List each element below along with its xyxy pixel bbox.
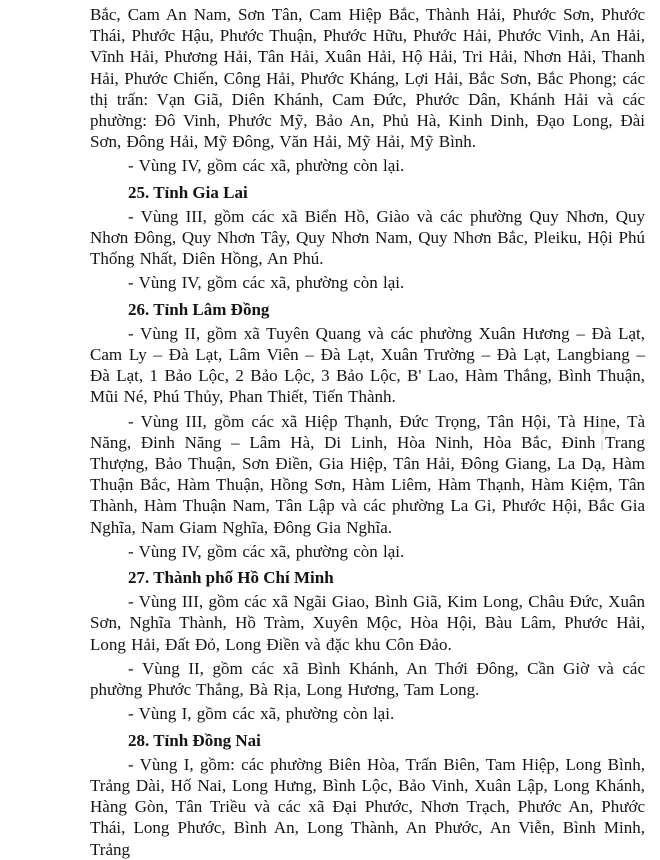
heading-27-thanh-pho-ho-chi-minh: 27. Thành phố Hồ Chí Minh [128, 568, 334, 588]
paragraph-vung-i-dong-nai: - Vùng I, gồm: các phường Biên Hòa, Trấn Biên, Tam Hiệp, Long Bình, Trảng Dài, Hố Nai, Long Hưng, Bình Lộc, Bảo Vinh, Xuân Lập, Long Khánh, Hàng Gòn, Tân Triều và các xã Đại Phước, Nhơn Trạch, Phước An, Phước Thái, Long Phước, Bình An, Long Thành, An Phước, An Viễn, Bình Minh, Trảng [90, 754, 645, 859]
paragraph-vung-iv-lam-dong: - Vùng IV, gồm các xã, phường còn lại. [128, 541, 405, 561]
paragraph-vung-iii-lam-dong: - Vùng III, gồm các xã Hiệp Thạnh, Đức Trọng, Tân Hội, Tà Hine, Tà Năng, Đinh Năng – Lâm Hà, Di Linh, Hòa Ninh, Hòa Bắc, Đinh Trang Thượng, Bảo Thuận, Sơn Điền, Gia Hiệp, Tân Hải, Đông Giang, La Dạ, Hàm Thuận Bắc, Hàm Thuận, Hồng Sơn, Hàm Liêm, Hàm Thạnh, Hàm Kiệm, Tân Thành, Hàm Thuận Nam, Tân Lập và các phường La Gi, Phước Hội, Bắc Gia Nghĩa, Nam Giam Nghĩa, Đông Gia Nghĩa. [90, 411, 645, 537]
paragraph-khanh-hoa-continuation: Bắc, Cam An Nam, Sơn Tân, Cam Hiệp Bắc, Thành Hải, Phước Sơn, Phước Thái, Phước Hậu, Phước Thuận, Phước Hữu, Phước Hải, Phước Vinh, An Hải, Vĩnh Hải, Phương Hải, Tân Hải, Xuân Hải, Hộ Hải, Tri Hải, Nhơn Hải, Thanh Hải, Phước Chiến, Công Hải, Phước Kháng, Lợi Hải, Bắc Sơn, Bắc Phong; các thị trấn: Vạn Giã, Diên Khánh, Cam Đức, Phước Dân, Khánh Hải và các phường: Đô Vinh, Phước Mỹ, Bảo An, Phủ Hà, Kinh Dinh, Đạo Long, Đài Sơn, Đông Hải, Mỹ Đông, Văn Hải, Mỹ Hải, Mỹ Bình. [90, 5, 645, 152]
paragraph-vung-iii-gia-lai: - Vùng III, gồm các xã Biển Hồ, Giào và các phường Quy Nhơn, Quy Nhơn Đông, Quy Nhơn Tây, Quy Nhơn Nam, Quy Nhơn Bắc, Pleiku, Hội Phú Thống Nhất, Diên Hồng, An Phú. [90, 206, 645, 269]
paragraph-vung-iv-khanh-hoa: - Vùng IV, gồm các xã, phường còn lại. [128, 156, 405, 176]
paragraph-vung-ii-lam-dong: - Vùng II, gồm xã Tuyên Quang và các phường Xuân Hương – Đà Lạt, Cam Ly – Đà Lạt, Lâm Viên – Đà Lạt, Xuân Trường – Đà Lạt, Langbiang – Đà Lạt, 1 Bảo Lộc, 2 Bảo Lộc, 3 Bảo Lộc, B' Lao, Hàm Thắng, Bình Thuận, Mũi Né, Phú Thủy, Phan Thiết, Tiến Thành. [90, 323, 645, 407]
heading-25-tinh-gia-lai: 25. Tỉnh Gia Lai [128, 182, 248, 202]
heading-28-tinh-dong-nai: 28. Tỉnh Đồng Nai [128, 730, 261, 750]
paragraph-vung-i-hcm: - Vùng I, gồm các xã, phường còn lại. [128, 704, 395, 724]
scan-noise-mark [601, 440, 603, 450]
heading-26-tinh-lam-dong: 26. Tỉnh Lâm Đồng [128, 299, 270, 319]
scan-noise-mark [601, 420, 604, 434]
paragraph-vung-iii-hcm: - Vùng III, gồm các xã Ngãi Giao, Bình Giã, Kim Long, Châu Đức, Xuân Sơn, Nghĩa Thành, Hồ Tràm, Xuyên Mộc, Hòa Hội, Bàu Lâm, Phước Hải, Long Hải, Đất Đỏ, Long Điền và đặc khu Côn Đảo. [90, 592, 645, 654]
paragraph-vung-ii-hcm: - Vùng II, gồm các xã Bình Khánh, An Thới Đông, Cần Giờ và các phường Phước Thắng, Bà Rịa, Long Hương, Tam Long. [90, 658, 645, 700]
paragraph-vung-iv-gia-lai: - Vùng IV, gồm các xã, phường còn lại. [128, 273, 405, 293]
